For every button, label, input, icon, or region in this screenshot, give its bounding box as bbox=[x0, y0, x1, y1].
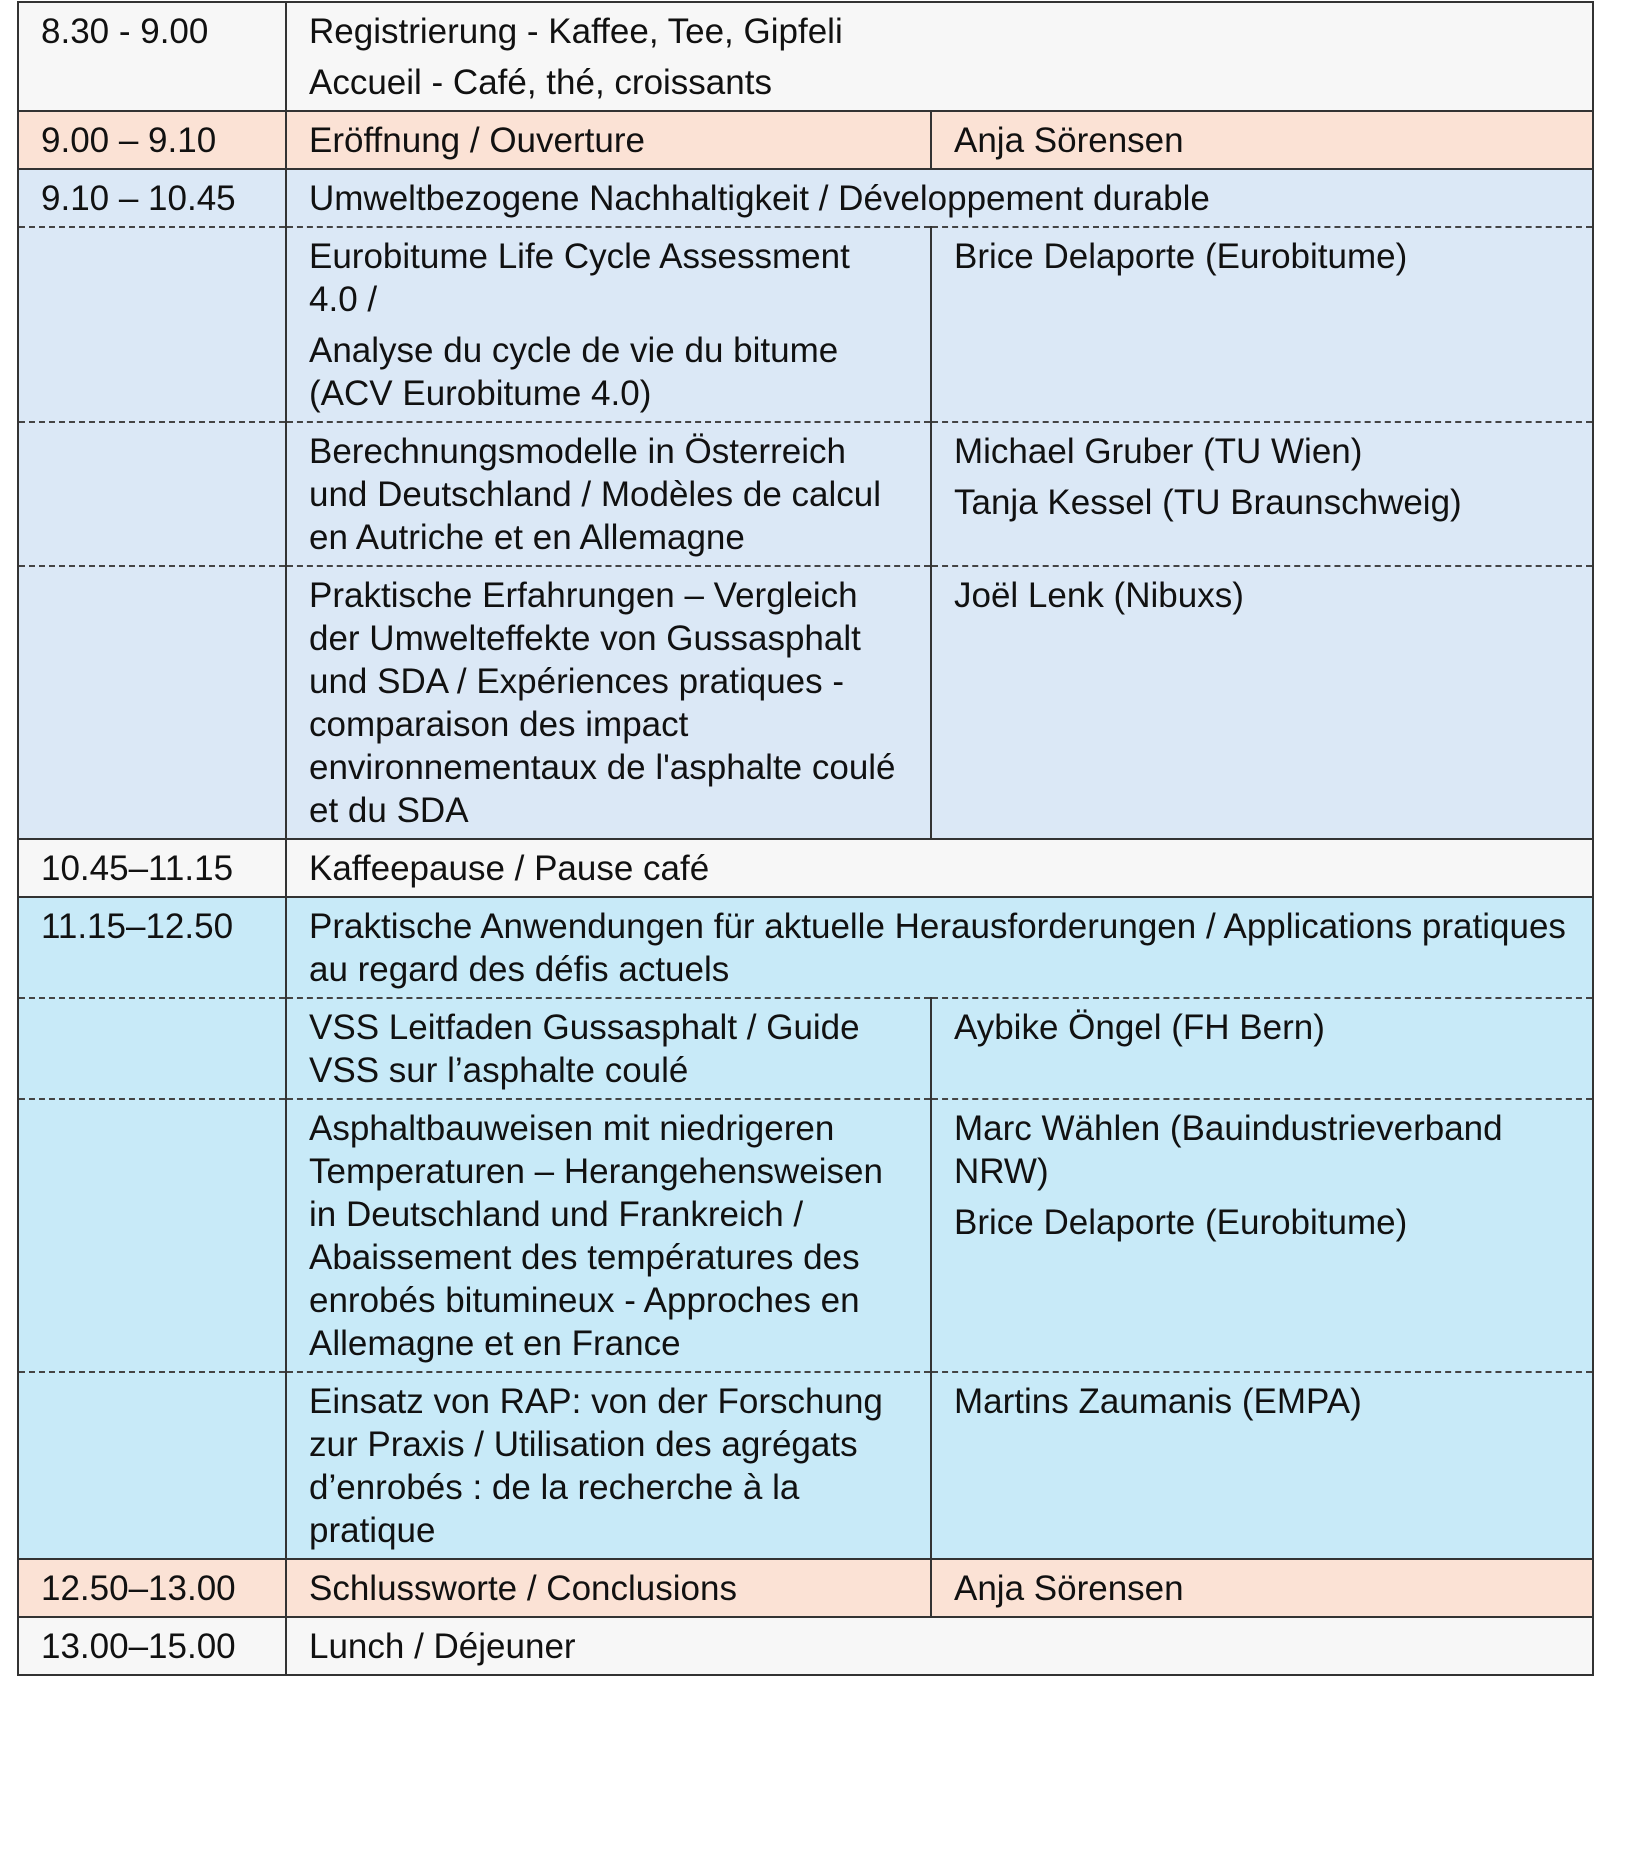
talk-row bbox=[18, 1372, 1593, 1559]
time-cell: 12.50–13.00 bbox=[18, 1559, 286, 1617]
talk-title-line: Analyse du cycle de vie du bitume (ACV Eurobitume 4.0) bbox=[309, 331, 839, 413]
speaker-cell bbox=[931, 1099, 1593, 1372]
activity-line-french: Accueil - Café, thé, croissants bbox=[309, 63, 772, 102]
speaker-name: Marc Wählen (Bauindustrieverband NRW) bbox=[954, 1109, 1503, 1191]
speaker-name: Michael Gruber (TU Wien) bbox=[954, 432, 1363, 471]
talk-title-cell: Asphaltbauweisen mit niedrigeren Temperaturen – Herangehensweisen in Deutschland und Frankreich / Abaissement des températures des enrobés bitumineux - Approches en Allemagne et en France bbox=[286, 1099, 931, 1372]
time-cell: 9.10 – 10.45 bbox=[18, 169, 286, 227]
talk-title-cell: Berechnungsmodelle in Österreich und Deutschland / Modèles de calcul en Autriche et en Allemagne bbox=[286, 422, 931, 566]
schedule-row-registration bbox=[18, 2, 1593, 111]
time-cell: 8.30 - 9.00 bbox=[18, 2, 286, 111]
talk-title-cell bbox=[286, 227, 931, 422]
talk-title-cell: Praktische Erfahrungen – Vergleich der Umwelteffekte von Gussasphalt und SDA / Expériences pratiques - comparaison des impact environnementaux de l'asphalte coulé et du SDA bbox=[286, 566, 931, 839]
talk-row bbox=[18, 422, 1593, 566]
session-title-cell: Umweltbezogene Nachhaltigkeit / Développement durable bbox=[286, 169, 1593, 227]
schedule-row-coffee-break bbox=[18, 839, 1593, 897]
empty-time-cell bbox=[18, 998, 286, 1099]
activity-cell bbox=[286, 2, 1593, 111]
schedule-row-lunch bbox=[18, 1617, 1593, 1675]
time-cell: 13.00–15.00 bbox=[18, 1617, 286, 1675]
session-title-cell: Praktische Anwendungen für aktuelle Herausforderungen / Applications pratiques au regard des défis actuels bbox=[286, 897, 1593, 998]
activity-cell: Kaffeepause / Pause café bbox=[286, 839, 1593, 897]
speaker-name: Tanja Kessel (TU Braunschweig) bbox=[954, 483, 1462, 522]
speaker-cell: Anja Sörensen bbox=[931, 111, 1593, 169]
speaker-name: Aybike Öngel (FH Bern) bbox=[954, 1008, 1325, 1047]
talk-row bbox=[18, 227, 1593, 422]
schedule-row-session-sustainability bbox=[18, 169, 1593, 227]
talk-title-cell: Einsatz von RAP: von der Forschung zur Praxis / Utilisation des agrégats d’enrobés : de la recherche à la pratique bbox=[286, 1372, 931, 1559]
speaker-name: Brice Delaporte (Eurobitume) bbox=[954, 237, 1408, 276]
talk-row bbox=[18, 1099, 1593, 1372]
speaker-name: Martins Zaumanis (EMPA) bbox=[954, 1382, 1362, 1421]
schedule-row-conclusions bbox=[18, 1559, 1593, 1617]
empty-time-cell bbox=[18, 1372, 286, 1559]
activity-cell: Schlussworte / Conclusions bbox=[286, 1559, 931, 1617]
talk-title-line: Eurobitume Life Cycle Assessment 4.0 / bbox=[309, 237, 850, 319]
activity-cell: Lunch / Déjeuner bbox=[286, 1617, 1593, 1675]
speaker-cell: Anja Sörensen bbox=[931, 1559, 1593, 1617]
speaker-cell bbox=[931, 422, 1593, 566]
talk-title-cell: VSS Leitfaden Gussasphalt / Guide VSS sur l’asphalte coulé bbox=[286, 998, 931, 1099]
schedule-row-opening bbox=[18, 111, 1593, 169]
speaker-cell bbox=[931, 227, 1593, 422]
empty-time-cell bbox=[18, 422, 286, 566]
speaker-name: Brice Delaporte (Eurobitume) bbox=[954, 1203, 1408, 1242]
time-cell: 11.15–12.50 bbox=[18, 897, 286, 998]
schedule-row-session-applications bbox=[18, 897, 1593, 998]
speaker-cell bbox=[931, 998, 1593, 1099]
programme-table bbox=[17, 1, 1594, 1676]
empty-time-cell bbox=[18, 227, 286, 422]
time-cell: 10.45–11.15 bbox=[18, 839, 286, 897]
speaker-cell bbox=[931, 1372, 1593, 1559]
speaker-name: Joël Lenk (Nibuxs) bbox=[954, 576, 1244, 615]
talk-row bbox=[18, 998, 1593, 1099]
talk-row bbox=[18, 566, 1593, 839]
speaker-cell bbox=[931, 566, 1593, 839]
empty-time-cell bbox=[18, 566, 286, 839]
activity-line-german: Registrierung - Kaffee, Tee, Gipfeli bbox=[309, 12, 843, 51]
empty-time-cell bbox=[18, 1099, 286, 1372]
activity-cell: Eröffnung / Ouverture bbox=[286, 111, 931, 169]
time-cell: 9.00 – 9.10 bbox=[18, 111, 286, 169]
